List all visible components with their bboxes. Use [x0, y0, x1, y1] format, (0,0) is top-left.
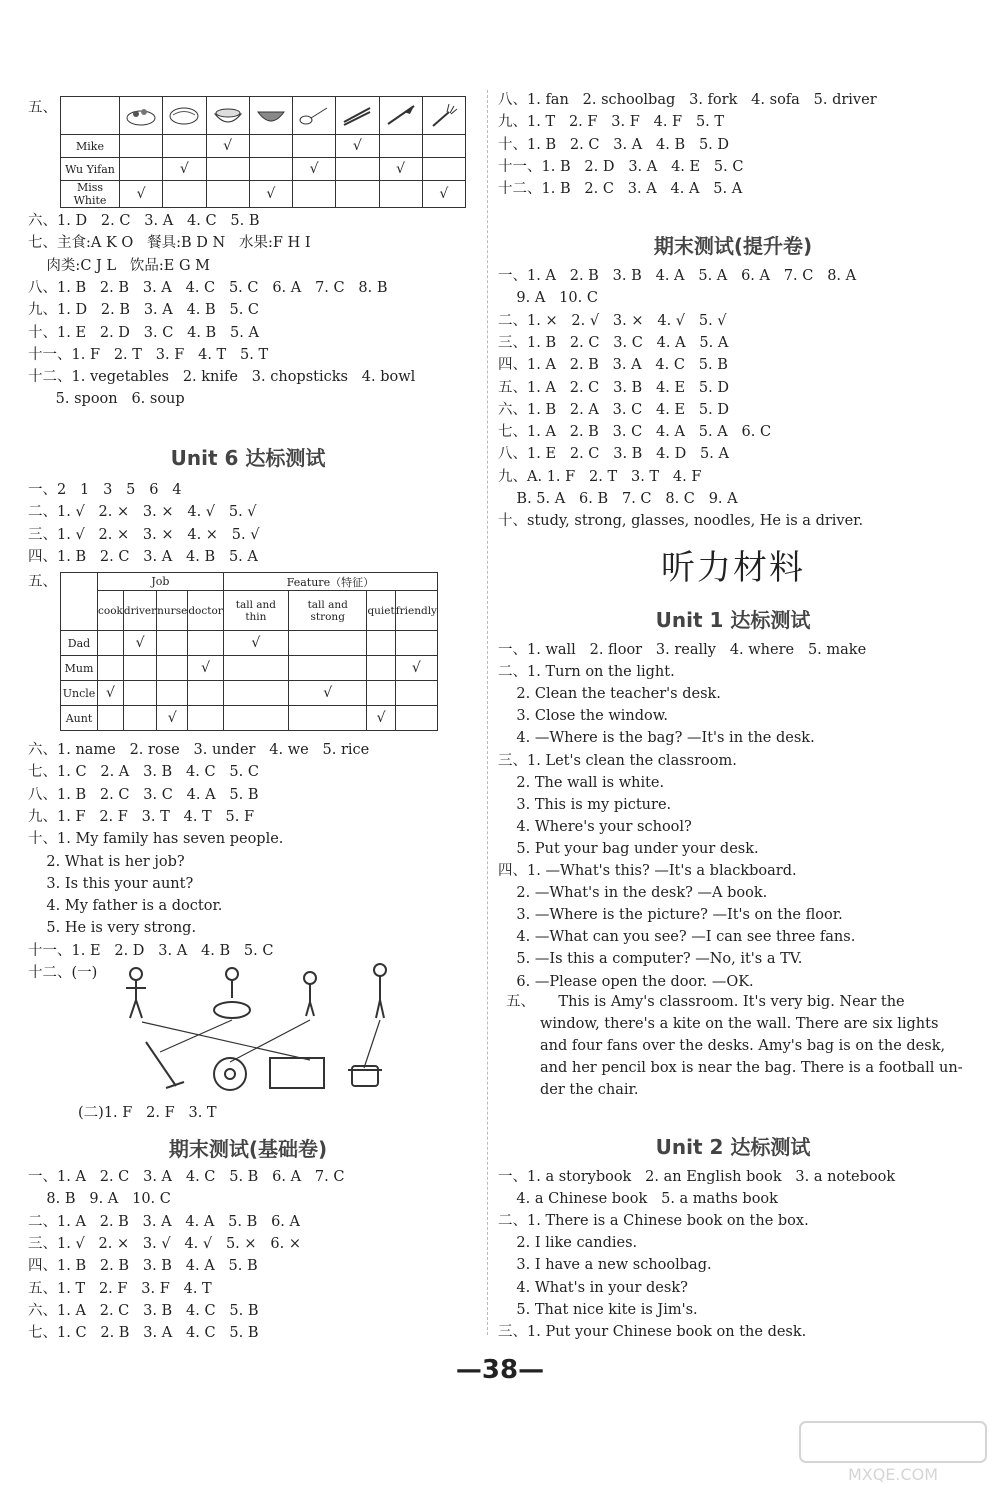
answer-line: This is Amy's classroom. It's very big. Near the — [540, 994, 905, 1010]
answer-line: 三、1. Put your Chinese book on the desk. — [498, 1323, 807, 1340]
row-name: Mum — [61, 656, 98, 681]
row-name: Miss White — [61, 181, 120, 208]
answer-line: 六、1. name 2. rose 3. under 4. we 5. rice — [28, 742, 370, 758]
answer-line: 4. —What can you see? —I can see three fans. — [498, 929, 856, 946]
passage-label: 五、 — [506, 994, 535, 1010]
answer-line: 2. Clean the teacher's desk. — [498, 686, 721, 703]
check-cell — [422, 135, 465, 158]
answer-line: 5. spoon 6. soup — [28, 391, 185, 408]
answer-line: and four fans over the desks. Amy's bag is on the desk, — [540, 1038, 946, 1055]
answer-line: 十二、1. vegetables 2. knife 3. chopsticks 4. bowl — [28, 369, 416, 386]
final-advanced-title: 期末测试(提升卷) — [653, 234, 813, 258]
svg-text:MXQE.COM: MXQE.COM — [847, 1465, 939, 1484]
check-cell — [120, 135, 163, 158]
corner-cell — [61, 97, 120, 135]
blackboard-icon — [270, 1058, 324, 1088]
answer-line: 3. This is my picture. — [498, 796, 672, 813]
column-header: doctor — [188, 591, 223, 631]
check-cell: √ — [422, 181, 465, 208]
answer-line: 六、1. D 2. C 3. A 4. C 5. B — [28, 213, 260, 229]
fork-icon — [427, 100, 461, 128]
check-cell — [188, 706, 223, 731]
answer-line: 九、A. 1. F 2. T 3. T 4. F — [498, 468, 702, 485]
answer-line: 四、1. A 2. B 3. A 4. C 5. B — [498, 357, 728, 374]
answer-line: 二、1. Turn on the light. — [498, 664, 675, 681]
check-cell: √ — [188, 656, 223, 681]
answer-line: 二、1. There is a Chinese book on the box. — [498, 1213, 809, 1230]
mop-icon — [146, 1042, 184, 1088]
answer-line: and her pencil box is near the bag. There is a football un- — [540, 1060, 963, 1077]
check-cell — [293, 135, 336, 158]
answer-line: 9. A 10. C — [498, 290, 598, 307]
match-lines — [142, 1020, 380, 1068]
answer-line: 八、1. fan 2. schoolbag 3. fork 4. sofa 5. driver — [498, 92, 877, 108]
answer-line: 二、1. × 2. √ 3. × 4. √ 5. √ — [498, 312, 727, 329]
answer-line: 5. Put your bag under your desk. — [498, 840, 759, 857]
check-cell — [395, 631, 437, 656]
answer-line: 三、1. Let's clean the classroom. — [498, 752, 737, 769]
answer-line: 七、1. C 2. B 3. A 4. C 5. B — [28, 1325, 259, 1342]
rice-icon — [211, 100, 245, 128]
answer-line: 十二、(一) — [28, 965, 98, 981]
final-basic-title: 期末测试(基础卷) — [168, 1137, 328, 1161]
unit6-title: Unit 6 达标测试 — [170, 446, 326, 470]
check-cell: √ — [288, 681, 367, 706]
check-cell — [163, 181, 206, 208]
answer-line: 一、1. A 2. B 3. B 4. A 5. A 6. A 7. C 8. A — [498, 268, 857, 284]
unit1-title: Unit 1 达标测试 — [655, 608, 811, 632]
check-cell — [249, 158, 292, 181]
answer-line: 2. The wall is white. — [498, 774, 665, 791]
row-name: Dad — [61, 631, 98, 656]
check-cell — [98, 656, 124, 681]
answer-line: 十二、1. B 2. C 3. A 4. A 5. A — [498, 181, 743, 198]
check-cell: √ — [249, 181, 292, 208]
knife-icon — [384, 100, 418, 128]
answer-line: B. 5. A 6. B 7. C 8. C 9. A — [498, 491, 738, 507]
check-cell — [223, 681, 288, 706]
answer-line: 5. He is very strong. — [28, 920, 197, 937]
man-icon — [374, 964, 386, 1018]
check-cell — [188, 681, 223, 706]
corner-cell — [61, 573, 98, 631]
answer-line: 三、1. √ 2. × 3. × 4. × 5. √ — [28, 526, 260, 543]
answer-line: 五、1. T 2. F 3. F 4. T — [28, 1280, 212, 1297]
check-cell — [206, 181, 249, 208]
check-cell: √ — [206, 135, 249, 158]
check-cell: √ — [336, 135, 379, 158]
watermark-logo — [798, 1420, 988, 1484]
check-cell: √ — [123, 631, 156, 656]
check-cell — [123, 681, 156, 706]
check-cell: √ — [157, 706, 188, 731]
check-cell — [223, 656, 288, 681]
check-cell — [206, 158, 249, 181]
check-cell: √ — [98, 681, 124, 706]
answer-line: 七、主食:A K O 餐具:B D N 水果:F H I — [28, 235, 311, 252]
answer-line: 十、1. B 2. C 3. A 4. B 5. D — [498, 136, 730, 153]
person-sitting-icon — [214, 968, 250, 1018]
check-cell — [367, 631, 395, 656]
soup-icon — [254, 100, 288, 128]
column-header: driver — [123, 591, 156, 631]
check-cell: √ — [395, 656, 437, 681]
check-cell — [123, 656, 156, 681]
answer-line: 5. —Is this a computer? —No, it's a TV. — [498, 951, 803, 968]
check-cell — [157, 656, 188, 681]
answer-line: 三、1. B 2. C 3. C 4. A 5. A — [498, 334, 729, 351]
check-cell: √ — [120, 181, 163, 208]
check-cell: √ — [367, 706, 395, 731]
listening-title: 听力材料 — [661, 548, 805, 588]
check-cell — [123, 706, 156, 731]
check-cell — [157, 631, 188, 656]
answer-line: 四、1. —What's this? —It's a blackboard. — [498, 863, 797, 879]
answer-line: 4. My father is a doctor. — [28, 898, 223, 915]
girl-icon — [304, 972, 316, 1016]
check-cell — [223, 706, 288, 731]
check-cell — [98, 706, 124, 731]
answer-line: 一、2 1 3 5 6 4 — [28, 482, 182, 498]
answer-line: 七、1. C 2. A 3. B 4. C 5. C — [28, 764, 259, 781]
row-name: Mike — [61, 135, 120, 158]
q5-label-2: 五、 — [28, 574, 57, 590]
answer-line: 十一、1. B 2. D 3. A 4. E 5. C — [498, 158, 744, 175]
check-cell — [288, 631, 367, 656]
row-name: Wu Yifan — [61, 158, 120, 181]
check-cell — [395, 681, 437, 706]
column-header: tall and thin — [223, 591, 288, 631]
answer-line: 6. —Please open the door. —OK. — [498, 973, 754, 990]
check-cell — [379, 181, 422, 208]
answer-line: 九、1. D 2. B 3. A 4. B 5. C — [28, 302, 260, 319]
answer-line: 3. I have a new schoolbag. — [498, 1257, 712, 1274]
unit2-title: Unit 2 达标测试 — [655, 1135, 811, 1159]
check-cell — [395, 706, 437, 731]
check-cell — [422, 158, 465, 181]
answer-line: 七、1. A 2. B 3. C 4. A 5. A 6. C — [498, 424, 772, 441]
answer-line: 8. B 9. A 10. C — [28, 1191, 171, 1208]
answer-line: 一、1. a storybook 2. an English book 3. a notebook — [498, 1169, 896, 1185]
check-cell — [98, 631, 124, 656]
check-cell: √ — [379, 158, 422, 181]
check-cell — [293, 181, 336, 208]
food-table — [60, 96, 466, 208]
page-number: —38— — [455, 1355, 545, 1385]
answer-line: der the chair. — [540, 1082, 639, 1099]
pot-icon — [348, 1066, 382, 1086]
column-header: nurse — [157, 591, 188, 631]
column-header: cook — [98, 591, 124, 631]
answer-line: 五、1. A 2. C 3. B 4. E 5. D — [498, 379, 729, 396]
check-cell: √ — [163, 158, 206, 181]
column-header: friendly — [395, 591, 437, 631]
column-header: quiet — [367, 591, 395, 631]
answer-line: 四、1. B 2. B 3. B 4. A 5. B — [28, 1258, 258, 1275]
answer-line: 十一、1. F 2. T 3. F 4. T 5. T — [28, 346, 269, 363]
answer-line: 八、1. B 2. B 3. A 4. C 5. C 6. A 7. C 8. B — [28, 279, 388, 296]
answer-line: 4. Where's your school? — [498, 818, 692, 835]
answer-line: 5. That nice kite is Jim's. — [498, 1301, 698, 1318]
row-name: Aunt — [61, 706, 98, 731]
family-job-table — [60, 572, 438, 731]
answer-line: 一、1. A 2. C 3. A 4. C 5. B 6. A 7. C — [28, 1169, 345, 1185]
answer-line: 八、1. E 2. C 3. B 4. D 5. A — [498, 446, 729, 463]
answer-line: 二、1. √ 2. × 3. × 4. √ 5. √ — [28, 504, 257, 521]
check-cell — [163, 135, 206, 158]
person-icon — [126, 968, 146, 1018]
answer-line: 十一、1. E 2. D 3. A 4. B 5. C — [28, 942, 274, 959]
job-header: Job — [98, 573, 224, 591]
chopsticks-icon — [340, 100, 374, 128]
answer-line: 4. —Where is the bag? —It's in the desk. — [498, 730, 815, 747]
check-cell: √ — [293, 158, 336, 181]
answer-line: 4. a Chinese book 5. a maths book — [498, 1191, 778, 1208]
answer-line: 3. Close the window. — [498, 708, 669, 725]
feature-header: Feature（特征） — [223, 573, 437, 591]
check-cell — [249, 135, 292, 158]
answer-line: 四、1. B 2. C 3. A 4. B 5. A — [28, 548, 258, 565]
vegetables-icon — [124, 100, 158, 128]
answer-line: 六、1. A 2. C 3. B 4. C 5. B — [28, 1302, 259, 1319]
answer-line: window, there's a kite on the wall. There are six lights — [540, 1016, 939, 1033]
answer-line: 3. Is this your aunt? — [28, 875, 194, 892]
answer-line: 2. What is her job? — [28, 853, 185, 870]
answer-line: 三、1. √ 2. × 3. √ 4. √ 5. × 6. × — [28, 1235, 301, 1252]
check-cell — [288, 656, 367, 681]
matching-figure — [114, 962, 424, 1094]
check-cell — [120, 158, 163, 181]
check-cell — [288, 706, 367, 731]
spoon-icon — [297, 100, 331, 128]
match-part2: (二)1. F 2. F 3. T — [78, 1105, 217, 1121]
answer-line: 六、1. B 2. A 3. C 4. E 5. D — [498, 401, 729, 418]
answer-line: 2. —What's in the desk? —A book. — [498, 885, 768, 902]
answer-line: 十、study, strong, glasses, noodles, He is a driver. — [498, 513, 864, 530]
check-cell — [336, 158, 379, 181]
answer-line: 肉类:C J L 饮品:E G M — [28, 257, 211, 274]
answer-line: 十、1. My family has seven people. — [28, 831, 284, 848]
row-name: Uncle — [61, 681, 98, 706]
answer-line: 九、1. F 2. F 3. T 4. T 5. F — [28, 808, 255, 825]
answer-line: 二、1. A 2. B 3. A 4. A 5. B 6. A — [28, 1213, 300, 1230]
answer-line: 4. What's in your desk? — [498, 1279, 688, 1296]
answer-line: 十、1. E 2. D 3. C 4. B 5. A — [28, 324, 259, 341]
column-header: tall and strong — [288, 591, 367, 631]
check-cell: √ — [223, 631, 288, 656]
check-cell — [188, 631, 223, 656]
check-cell — [367, 656, 395, 681]
answer-line: 九、1. T 2. F 3. F 4. F 5. T — [498, 114, 725, 131]
steering-wheel-icon — [214, 1058, 246, 1090]
answer-line: 八、1. B 2. C 3. C 4. A 5. B — [28, 786, 259, 803]
column-divider — [487, 90, 488, 1335]
answer-line: 3. —Where is the picture? —It's on the floor. — [498, 907, 843, 924]
check-cell — [379, 135, 422, 158]
q5-label: 五、 — [28, 100, 57, 116]
answer-line: 一、1. wall 2. floor 3. really 4. where 5. make — [498, 642, 867, 658]
check-cell — [367, 681, 395, 706]
noodles-icon — [167, 100, 201, 128]
check-cell — [336, 181, 379, 208]
check-cell — [157, 681, 188, 706]
answer-line: 2. I like candies. — [498, 1235, 638, 1252]
